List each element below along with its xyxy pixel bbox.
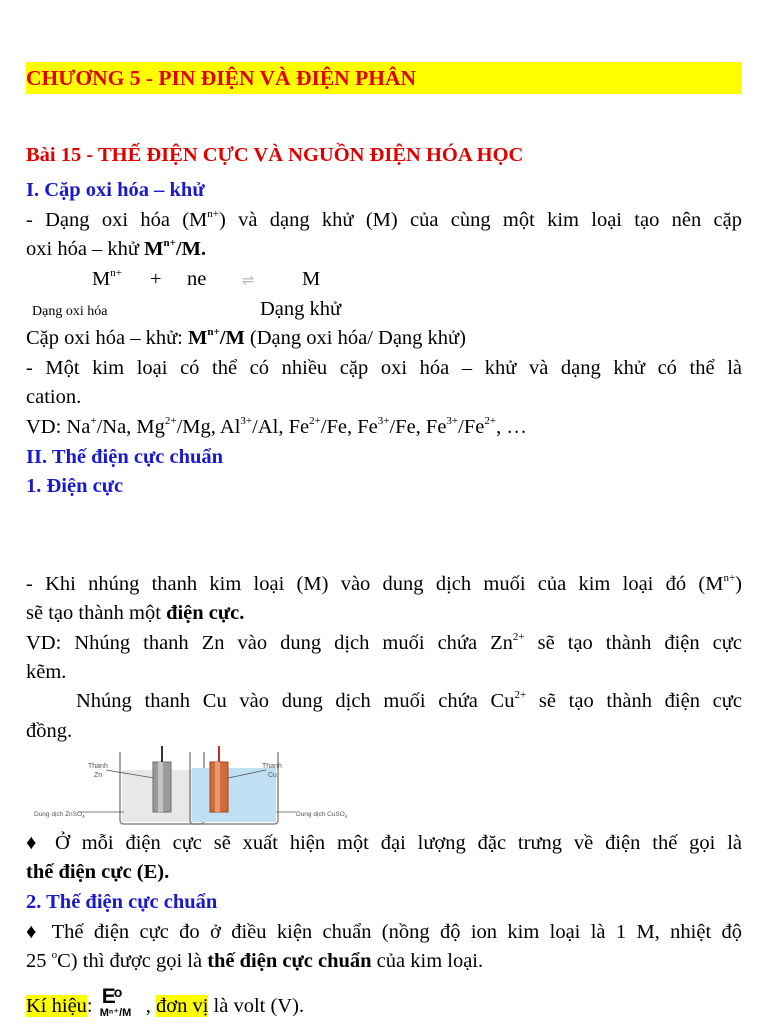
symbol-label-highlight: Kí hiệu (26, 995, 87, 1017)
paragraph-multiple-pairs-2: cation. (26, 386, 82, 408)
zinc-rod-label-1: Thanh (88, 763, 108, 770)
equilibrium-arrow-icon: ⇌ (242, 271, 255, 289)
example-copper-2: đồng. (26, 720, 73, 742)
redox-pair-notation: Cặp oxi hóa – khử: $M^{n+}/M$ (Dạng oxi hóa/ Dạng khử) (26, 326, 466, 349)
standard-potential-symbol: E o Mⁿ⁺/M (99, 984, 132, 1019)
paragraph-electrode-2: sẽ tạo thành một điện cực. (26, 602, 245, 624)
paragraph-redox-definition-1: - Dạng oxi hóa $(M^{n+})$ và dạng khử (M) của cùng một kim loại tạo nên cặp (26, 208, 742, 231)
paragraph-standard-conditions-2: 25 $^o$C) thì được gọi là thế điện cực chuẩn của kim loại. (26, 949, 484, 972)
section-heading-standard-potential: II. Thế điện cực chuẩn (26, 446, 224, 468)
redox-pair-examples: VD: Na+/Na, $Mg^{2+}/Mg$, $Al^{3+}/Al$, $Fe^{2+}/Fe$, $Fe^{3+}/Fe$, $Fe^{3+}/Fe^{2+}$, … (26, 415, 527, 438)
symbol-and-unit-line: Kí hiệu: E o Mⁿ⁺/M , đơn vị là volt (V). (26, 984, 305, 1019)
example-copper-1: Nhúng thanh Cu vào dung dịch muối chứa $Cu^{2+}$ sẽ tạo thành điện cực (76, 689, 742, 712)
subheading-electrode: 1. Điện cực (26, 475, 124, 497)
unit-label-highlight: đơn vị (156, 995, 209, 1017)
lesson-title: Bài 15 - THẾ ĐIỆN CỰC VÀ NGUỒN ĐIỆN HÓA HỌC (26, 144, 524, 166)
paragraph-redox-definition-2: oxi hóa – khử $M^{n+}/M$. (26, 237, 207, 260)
paragraph-electrode-potential-2: thế điện cực (E). (26, 861, 170, 883)
copper-electrode-beaker (190, 746, 348, 824)
copper-rod-label-2: Cu (268, 772, 277, 779)
electrode-beakers-figure (30, 740, 350, 826)
zinc-rod-label-2: Zn (94, 772, 103, 779)
paragraph-multiple-pairs-1: - Một kim loại có thể có nhiều cặp oxi hóa – khử và dạng khử có thể là (26, 357, 742, 379)
copper-solution (192, 768, 276, 822)
zinc-electrode-beaker (34, 746, 204, 824)
document-page: CHƯƠNG 5 - PIN ĐIỆN VÀ ĐIỆN PHÂN Bài 15 - THẾ ĐIỆN CỰC VÀ NGUỒN ĐIỆN HÓA HỌC I. Cặp oxi hóa – khử - Dạng oxi hóa $(M^{n+})$ và dạng khử (M) của cùng một kim loại tạo nên cặp oxi hóa – khử $M^{n+}/M$. $M^{n+}$ + ne ⇌ M Dạng oxi hóa Dạng khử Cặp oxi hóa – khử: $M^{n+}/M$ (Dạng oxi hóa/ Dạng khử) - Một kim loại có thể có nhiều cặp oxi hóa – khử và dạng khử có thể là cation. VD: Na+/Na, $Mg^{2+}/Mg$, $Al^{3+}/Al$, $Fe^{2+}/Fe$, $Fe^{3+}/Fe$, $Fe^{3+}/Fe^{2+}$, … II. Thế điện cực chuẩn 1. Điện cực - Khi nhúng thanh kim loại (M) vào dung dịch muối của kim loại đó $(M^{n+})$ sẽ tạo thành một điện cực. VD: Nhúng thanh Zn vào dung dịch muối chứa $Zn^{2+}$ sẽ tạo thành điện cực kẽm. Nhúng thanh Cu vào dung dịch muối chứa $Cu^{2+}$ sẽ tạo thành điện cực đồng. Thanh Zn Dung dịch ZnSO$_4$ Thanh Cu Dung dịch CuSO$_4$ ♦ Ở mỗi điện cực sẽ xuất hiện một đại lượng đặc trưng về điện thế gọi là thế điện cực (E). 2. Thế điện cực chuẩn ♦ Thế điện cực đo ở điều kiện chuẩn (nồng độ ion kim loại là 1 M, nhiệt độ 25 $^o$C) thì được gọi là thế điện cực chuẩn của kim loại. Kí hiệu: E o Mⁿ⁺/M , đơn vị là volt (V). (0, 0, 768, 1024)
chapter-title: CHƯƠNG 5 - PIN ĐIỆN VÀ ĐIỆN PHÂN (26, 62, 742, 94)
paragraph-electrode-1: - Khi nhúng thanh kim loại (M) vào dung dịch muối của kim loại đó $(M^{n+})$ (26, 572, 742, 595)
paragraph-electrode-potential-1: ♦ Ở mỗi điện cực sẽ xuất hiện một đại lượng đặc trưng về điện thế gọi là (26, 832, 742, 854)
example-zinc-2: kẽm. (26, 661, 67, 683)
subheading-standard-electrode-potential: 2. Thế điện cực chuẩn (26, 891, 218, 913)
section-heading-redox-pair: I. Cặp oxi hóa – khử (26, 179, 205, 201)
copper-rod-label-1: Thanh (262, 763, 282, 770)
paragraph-standard-conditions-1: ♦ Thế điện cực đo ở điều kiện chuẩn (nồng độ ion kim loại là 1 M, nhiệt độ (26, 921, 742, 943)
example-zinc-1: VD: Nhúng thanh Zn vào dung dịch muối chứa $Zn^{2+}$ sẽ tạo thành điện cực (26, 631, 742, 654)
copper-solution-label: Dung dịch CuSO$_4$ (296, 811, 348, 819)
zinc-solution-label: Dung dịch ZnSO$_4$ (34, 811, 85, 819)
